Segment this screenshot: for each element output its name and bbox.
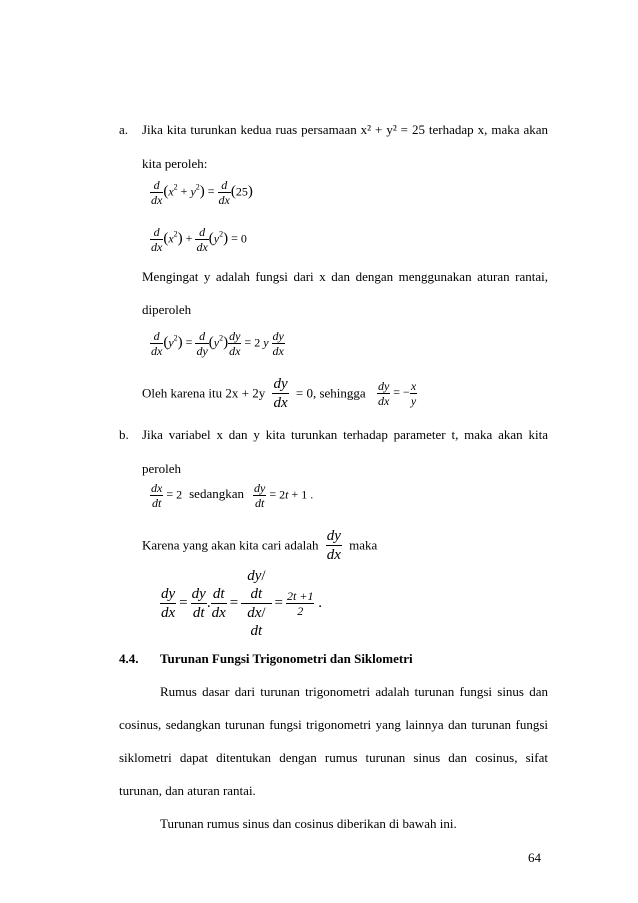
equation-parametric-derivatives: $\frac{dx}{dt}$ = 2 sedangkan $\frac{dy}{dt}$ = 2t + 1 . [151, 481, 314, 510]
equation-derivative-split: $\frac{d}{dx}$ $(x^2)$ + $\frac{d}{dx}$ $(y^2) = 0$ [151, 225, 247, 254]
paragraph-1-line-1: Rumus dasar dari turunan trigonometri adalah turunan fungsi sinus dan [160, 684, 548, 699]
page-number: 64 [528, 850, 541, 865]
item-b-line-3-post: maka [349, 537, 378, 553]
paragraph-1-line-2: cosinus, sedangkan turunan fungsi trigonometri yang lainnya dan turunan fungsi [119, 717, 548, 732]
equation-derivative-sum: $\frac{d}{dx}$ $(x^2 + y^2)$ = $\frac{d}{dx}$ (25) [151, 178, 253, 207]
section-number: 4.4. [119, 651, 139, 666]
item-a-line-5-mid: = 0, sehingga [295, 385, 366, 401]
item-b-line-3-pre: Karena yang akan kita cari adalah [142, 537, 319, 553]
item-b-line-3: Karena yang akan kita cari adalah $\frac{dy}{dx}$ maka [142, 528, 378, 563]
item-a-line-2: kita peroleh: [142, 156, 208, 171]
item-a-line-4: diperoleh [142, 302, 192, 317]
item-a-line-5: Oleh karena itu 2x + 2y $\frac{dy}{dx}$ = 0, sehingga $\frac{dy}{dx}$ = − $\frac{x}{y}$ [142, 376, 417, 411]
equation-dy-dx-result: $\frac{dy}{dx}$ = $\frac{dy}{dt}$ . $\frac{dt}{dx}$ = dy/ dt dx/ dt = $\frac{2t +1}{2}$ . [161, 568, 322, 639]
item-b-line-1: Jika variabel x dan y kita turunkan terhadap parameter t, maka akan kita [142, 427, 548, 442]
equation-chain-rule: $\frac{d}{dx}$ $(y^2)$ = $\frac{d}{dy}$ $(y^2)$ $\frac{dy}{dx}$ = 2 y $\frac{dy}{dx}$ [151, 329, 284, 358]
item-a-marker: a. [119, 122, 129, 137]
item-b-line-2: peroleh [142, 461, 181, 476]
sedangkan-word: sedangkan [189, 486, 244, 502]
paragraph-1-line-4: turunan, dan aturan rantai. [119, 783, 256, 798]
item-a-line-1: Jika kita turunkan kedua ruas persamaan x² + y² = 25 terhadap x, maka akan [142, 122, 548, 137]
section-title: Turunan Fungsi Trigonometri dan Siklometri [160, 651, 413, 666]
item-a-line-5-pre: Oleh karena itu 2x + 2y [142, 385, 266, 401]
item-a-line-3: Mengingat y adalah fungsi dari x dan dengan menggunakan aturan rantai, [142, 269, 548, 284]
paragraph-1-line-3: siklometri dapat ditentukan dengan rumus turunan sinus dan cosinus, sifat [119, 750, 548, 765]
item-b-marker: b. [119, 427, 129, 442]
paragraph-2: Turunan rumus sinus dan cosinus diberikan di bawah ini. [160, 816, 457, 831]
